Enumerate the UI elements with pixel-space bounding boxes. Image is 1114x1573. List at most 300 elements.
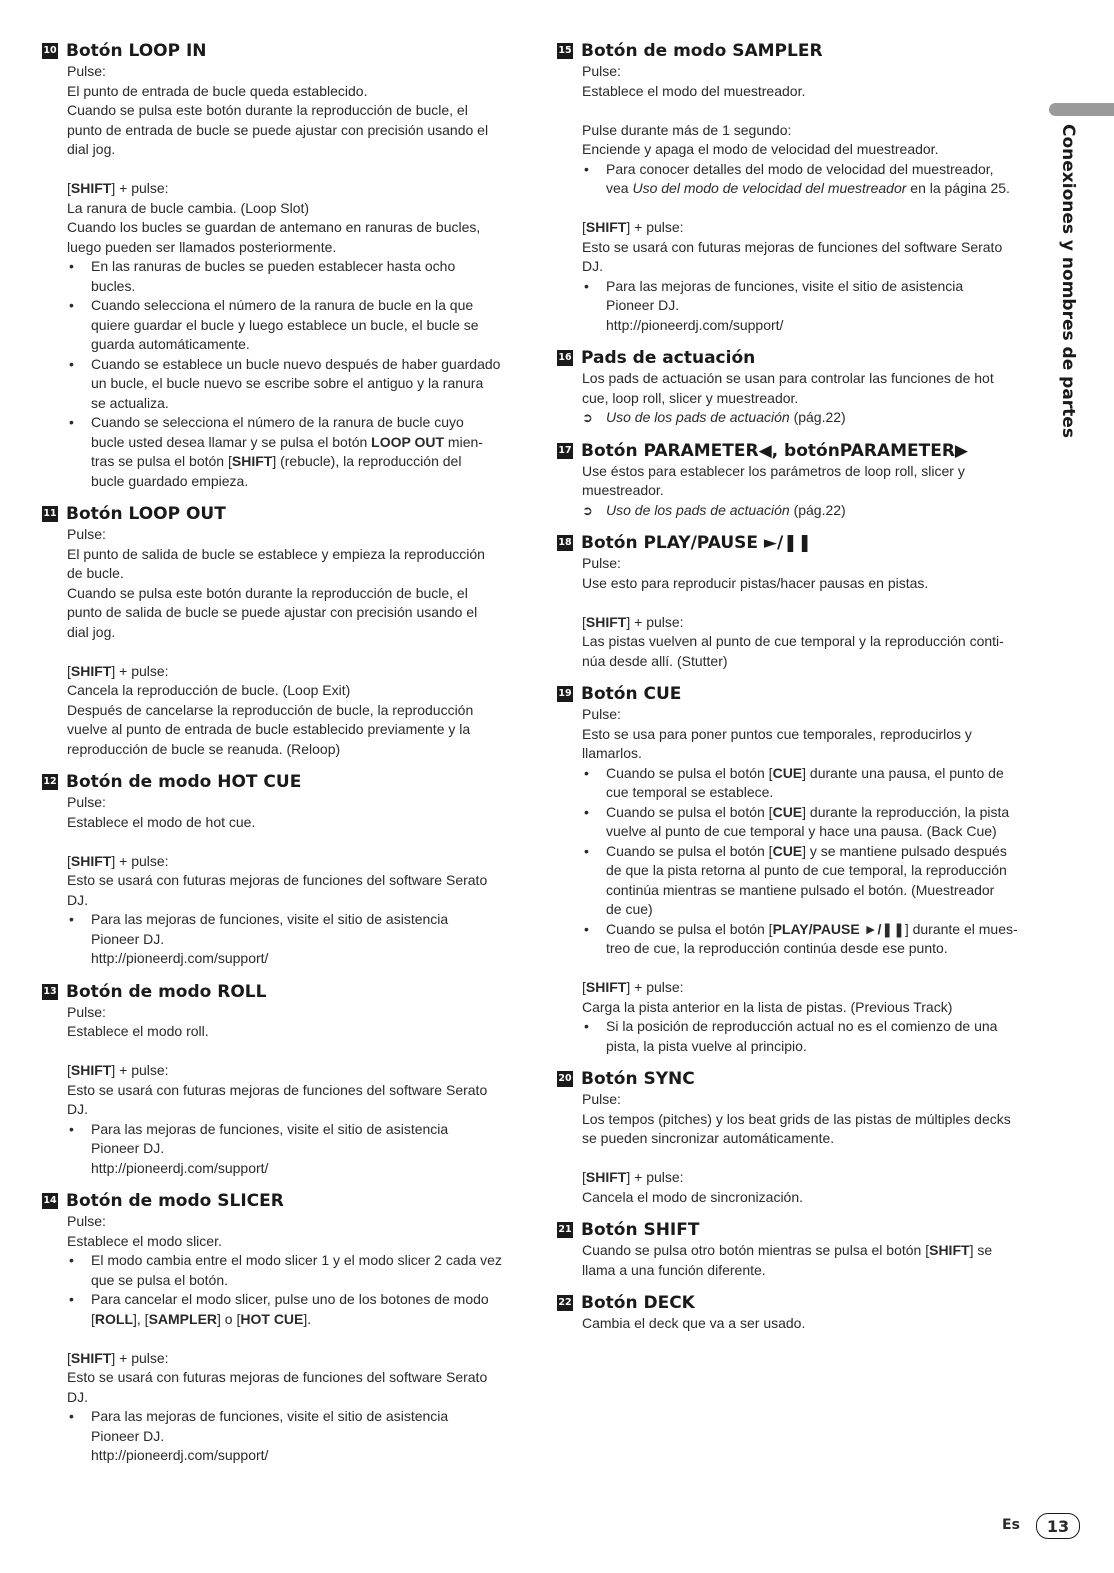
text-run: Cuando se pulsa el botón [ xyxy=(606,842,773,859)
text-run: Pulse: xyxy=(67,1213,106,1229)
text-run: Pulse: xyxy=(582,555,621,571)
text-run: Pulse: xyxy=(582,63,621,79)
text-line xyxy=(582,1129,1047,1149)
text-run: Cuando se pulsa el botón [ xyxy=(606,920,773,937)
text-line xyxy=(582,613,1047,633)
section-19 xyxy=(557,683,1047,1056)
section-18 xyxy=(557,532,1047,671)
section-title: Botón SYNC xyxy=(581,1069,695,1089)
section-heading xyxy=(557,440,1047,462)
text-run: DJ. xyxy=(67,1388,88,1405)
text-run: quiere guardar el bucle y luego establece un bucle, el bucle se xyxy=(91,316,479,333)
text-run: guarda automáticamente. xyxy=(91,336,250,352)
spacer xyxy=(67,832,528,852)
text-run: Pulse: xyxy=(582,706,621,722)
text-run: pista, la pista vuelve al principio. xyxy=(606,1037,807,1054)
text-line xyxy=(67,82,528,102)
text-line xyxy=(67,1100,528,1120)
text-line xyxy=(582,978,1047,998)
text-run: reproducción de bucle se reanuda. (Reloop) xyxy=(67,740,341,757)
text-run: [ xyxy=(67,852,71,869)
text-line xyxy=(67,1061,528,1081)
text-line xyxy=(67,720,528,740)
section-14 xyxy=(42,1190,528,1466)
section-heading xyxy=(557,40,1047,62)
section-body xyxy=(582,554,1047,671)
text-line xyxy=(582,744,1047,764)
section-body xyxy=(582,1241,1047,1280)
text-line xyxy=(582,82,1047,102)
text-run: [ xyxy=(582,979,586,995)
section-heading xyxy=(42,981,528,1003)
bold-text: SHIFT xyxy=(585,1169,627,1185)
text-run: Para las mejoras de funciones, visite el sitio de asistencia xyxy=(606,277,964,294)
text-run: Pulse durante más de 1 segundo: xyxy=(582,121,792,138)
section-heading xyxy=(42,503,528,525)
bullet-icon: • xyxy=(584,764,589,781)
bullet-continuation xyxy=(67,1310,528,1330)
text-run: ] + pulse: xyxy=(111,662,169,679)
bullet-continuation xyxy=(67,374,528,394)
bullet-icon: • xyxy=(584,842,589,859)
bullet-icon: • xyxy=(69,1291,74,1307)
text-run: ] (rebucle), la reproducción del xyxy=(272,453,462,469)
section-heading xyxy=(42,40,528,62)
cross-reference xyxy=(582,408,1047,428)
text-line xyxy=(67,793,528,813)
bullet-continuation xyxy=(582,179,1047,199)
bold-text: SHIFT xyxy=(929,1242,970,1258)
text-run: Establece el modo roll. xyxy=(67,1023,209,1039)
text-run: El punto de entrada de bucle queda establecido. xyxy=(67,82,368,99)
text-run: Use éstos para establecer los parámetros de loop roll, slicer y xyxy=(582,462,965,479)
section-title: Botón de modo SAMPLER xyxy=(581,41,823,61)
text-line xyxy=(582,632,1047,652)
text-line xyxy=(582,725,1047,745)
text-run: Cuando se pulsa el botón [ xyxy=(606,764,773,781)
text-line xyxy=(67,603,528,623)
section-title: Pads de actuación xyxy=(581,348,756,368)
text-run: DJ. xyxy=(582,258,603,274)
text-run: Pulse: xyxy=(67,63,106,79)
text-line xyxy=(67,179,528,199)
text-run: http://pioneerdj.com/support/ xyxy=(91,1447,269,1463)
cross-reference xyxy=(582,501,1047,521)
right-column xyxy=(557,40,1047,1346)
section-number-badge: 11 xyxy=(42,506,58,522)
text-line xyxy=(582,1168,1047,1188)
text-run: Esto se usará con futuras mejoras de funciones del software Serato xyxy=(582,238,1003,255)
bullet-item xyxy=(582,160,1047,180)
text-line xyxy=(67,101,528,121)
bold-text: CUE xyxy=(772,842,803,859)
bullet-item xyxy=(582,277,1047,297)
bullet-continuation xyxy=(582,296,1047,316)
spacer xyxy=(582,199,1047,219)
text-line xyxy=(67,813,528,833)
text-run: Cancela el modo de sincronización. xyxy=(582,1188,804,1205)
text-run: [ xyxy=(67,1062,71,1078)
bullet-icon: • xyxy=(69,1408,74,1424)
section-heading xyxy=(557,347,1047,369)
text-line xyxy=(67,545,528,565)
page-number: 13 xyxy=(1036,1513,1080,1539)
bold-text: CUE xyxy=(772,764,803,781)
text-run: Los tempos (pitches) y los beat grids de las pistas de múltiples decks xyxy=(582,1110,1011,1127)
text-line xyxy=(67,1003,528,1023)
section-body xyxy=(582,62,1047,335)
bold-text: SHIFT xyxy=(70,180,112,196)
bullet-item xyxy=(582,803,1047,823)
bold-text: LOOP OUT xyxy=(371,433,445,450)
bullet-icon: • xyxy=(69,414,74,430)
text-run: Establece el modo del muestreador. xyxy=(582,82,806,99)
text-run: Si la posición de reproducción actual no es el comienzo de una xyxy=(606,1018,998,1034)
text-run: continúa mientras se mantiene pulsado el botón. (Muestreador xyxy=(606,881,995,898)
bullet-continuation xyxy=(67,1139,528,1159)
text-run: ] + pulse: xyxy=(111,180,169,196)
text-line xyxy=(67,1022,528,1042)
section-heading xyxy=(42,771,528,793)
bullet-item xyxy=(582,920,1047,940)
text-run: Carga la pista anterior en la lista de pistas. (Previous Track) xyxy=(582,998,953,1015)
bullet-continuation xyxy=(582,783,1047,803)
text-line xyxy=(67,525,528,545)
text-line xyxy=(582,1261,1047,1281)
section-number-badge: 16 xyxy=(557,350,573,366)
section-body xyxy=(67,62,528,491)
text-run: Cambia el deck que va a ser usado. xyxy=(582,1315,806,1331)
text-line xyxy=(67,681,528,701)
text-line xyxy=(582,574,1047,594)
section-22 xyxy=(557,1292,1047,1334)
section-number-badge: 18 xyxy=(557,535,573,551)
text-run: ] se xyxy=(969,1242,993,1258)
text-line xyxy=(582,121,1047,141)
bullet-icon: • xyxy=(69,1252,74,1268)
section-number-badge: 19 xyxy=(557,686,573,702)
text-run: ] + pulse: xyxy=(626,1169,684,1185)
text-line xyxy=(67,584,528,604)
bold-text: SHIFT xyxy=(70,852,112,869)
text-run: Para las mejoras de funciones, visite el sitio de asistencia xyxy=(91,1408,449,1424)
section-11 xyxy=(42,503,528,759)
bullet-continuation xyxy=(67,277,528,297)
section-title: Botón LOOP IN xyxy=(66,41,207,61)
text-run: Pioneer DJ. xyxy=(91,1427,165,1444)
text-run: (pág.22) xyxy=(789,409,846,425)
text-run: Cuando se pulsa este botón durante la reproducción de bucle, el xyxy=(67,102,468,118)
text-run: Para las mejoras de funciones, visite el sitio de asistencia xyxy=(91,1120,449,1137)
section-body xyxy=(582,1314,1047,1334)
text-line xyxy=(67,852,528,872)
text-run: Pulse: xyxy=(582,1091,621,1107)
text-run: de que la pista retorna al punto de cue temporal, la reproducción xyxy=(606,862,1007,878)
bullet-continuation xyxy=(582,900,1047,920)
text-run: [ xyxy=(91,1310,95,1327)
bullet-continuation xyxy=(582,861,1047,881)
text-run: Esto se usará con futuras mejoras de funciones del software Serato xyxy=(67,1081,488,1098)
bullet-icon: • xyxy=(69,355,74,372)
section-title: Botón de modo SLICER xyxy=(66,1191,284,1211)
text-run: treo de cue, la reproducción continúa desde ese punto. xyxy=(606,940,948,956)
bullet-continuation xyxy=(67,930,528,950)
bullet-icon: • xyxy=(69,1120,74,1137)
text-run: ] + pulse: xyxy=(111,1062,169,1078)
text-run: Las pistas vuelven al punto de cue temporal y la reproducción conti- xyxy=(582,633,1004,649)
section-title: Botón de modo ROLL xyxy=(66,981,267,1002)
text-run: (pág.22) xyxy=(789,501,846,518)
section-title: Botón PLAY/PAUSE ►/❚❚ xyxy=(581,533,812,553)
text-run: http://pioneerdj.com/support/ xyxy=(91,950,269,966)
reference-arrow-icon: ➲ xyxy=(582,502,593,518)
bullet-continuation xyxy=(67,452,528,472)
section-16 xyxy=(557,347,1047,428)
text-run: ]. xyxy=(303,1310,312,1327)
text-line xyxy=(582,1314,1047,1334)
text-run: mien- xyxy=(444,433,483,450)
text-run: ] y se mantiene pulsado después xyxy=(802,842,1007,859)
text-line xyxy=(67,62,528,82)
text-run: Cuando se selecciona el número de la ranura de bucle cuyo xyxy=(91,414,464,430)
text-run: en la página 25. xyxy=(906,180,1010,196)
bullet-continuation xyxy=(582,1037,1047,1057)
text-run: Use esto para reproducir pistas/hacer pausas en pistas. xyxy=(582,574,929,591)
text-line xyxy=(67,871,528,891)
text-run: dial jog. xyxy=(67,141,116,157)
text-line xyxy=(67,740,528,760)
bullet-item xyxy=(67,1407,528,1427)
bullet-continuation xyxy=(67,949,528,969)
spacer xyxy=(582,101,1047,121)
text-line xyxy=(582,554,1047,574)
text-line xyxy=(67,238,528,258)
text-run: ] + pulse: xyxy=(111,852,169,869)
text-run: [ xyxy=(582,613,586,630)
bullet-icon: • xyxy=(584,1018,589,1034)
bullet-item xyxy=(582,764,1047,784)
section-13 xyxy=(42,981,528,1179)
section-number-badge: 13 xyxy=(42,984,58,1000)
section-body xyxy=(582,705,1047,1056)
spacer xyxy=(582,1149,1047,1169)
bullet-continuation xyxy=(67,1446,528,1466)
section-title: Botón LOOP OUT xyxy=(66,504,226,524)
text-run: núa desde allí. (Stutter) xyxy=(582,652,728,669)
bullet-item xyxy=(582,1017,1047,1037)
text-run: un bucle, el bucle nuevo se escribe sobre el antiguo y la ranura xyxy=(91,375,484,391)
text-run: Enciende y apaga el modo de velocidad del muestreador. xyxy=(582,141,939,157)
bullet-item xyxy=(582,842,1047,862)
section-21 xyxy=(557,1219,1047,1280)
text-run: Cuando se pulsa otro botón mientras se pulsa el botón [ xyxy=(582,1242,930,1258)
text-line xyxy=(67,1232,528,1252)
text-line xyxy=(67,218,528,238)
text-run: Pulse: xyxy=(67,1003,106,1020)
bullet-continuation xyxy=(67,433,528,453)
text-line xyxy=(582,1110,1047,1130)
section-title: Botón PARAMETER◀, botónPARAMETER▶ xyxy=(581,440,969,461)
section-body xyxy=(582,369,1047,428)
text-run: Pioneer DJ. xyxy=(91,1140,165,1156)
section-number-badge: 12 xyxy=(42,774,58,790)
bullet-item xyxy=(67,910,528,930)
text-run: Cuando se pulsa el botón [ xyxy=(606,803,773,820)
section-body xyxy=(67,1212,528,1466)
text-run: ] durante el mues- xyxy=(904,920,1018,937)
bullet-continuation xyxy=(582,822,1047,842)
text-run: punto de entrada de bucle se puede ajustar con precisión usando el xyxy=(67,121,489,138)
left-column xyxy=(42,40,528,1478)
text-run: Esto se usará con futuras mejoras de funciones del software Serato xyxy=(67,872,488,888)
text-run: bucle usted desea llamar y se pulsa el botón xyxy=(91,433,372,450)
text-line xyxy=(67,199,528,219)
text-run: Pioneer DJ. xyxy=(91,930,165,947)
text-line xyxy=(67,891,528,911)
bold-text: ROLL xyxy=(94,1310,133,1327)
text-run: cue temporal se establece. xyxy=(606,784,774,800)
text-run: El modo cambia entre el modo slicer 1 y el modo slicer 2 cada vez xyxy=(91,1252,502,1268)
spacer xyxy=(67,1042,528,1062)
section-heading xyxy=(557,1219,1047,1241)
text-run: vea xyxy=(606,180,633,196)
text-run: vuelve al punto de entrada de bucle establecido previamente y la xyxy=(67,721,471,737)
text-run: ], [ xyxy=(133,1310,149,1327)
text-run: DJ. xyxy=(67,1101,88,1117)
text-run: ] durante una pausa, el punto de xyxy=(802,764,1004,781)
text-line xyxy=(67,701,528,721)
bold-text: PLAY/PAUSE ►/❚❚ xyxy=(772,920,905,937)
section-heading xyxy=(557,1068,1047,1090)
text-run: de cue) xyxy=(606,901,653,917)
text-run: Después de cancelarse la reproducción de bucle, la reproducción xyxy=(67,701,474,718)
text-run: [ xyxy=(67,180,71,196)
text-line xyxy=(582,369,1047,389)
text-run: ] durante la reproducción, la pista xyxy=(802,803,1010,820)
bullet-continuation xyxy=(67,394,528,414)
text-line xyxy=(582,481,1047,501)
section-body xyxy=(582,462,1047,521)
text-run: [ xyxy=(67,1349,71,1366)
bold-text: SHIFT xyxy=(231,453,273,469)
text-run: se actualiza. xyxy=(91,394,169,411)
section-body xyxy=(582,1090,1047,1207)
bullet-icon: • xyxy=(69,911,74,927)
section-number-badge: 14 xyxy=(42,1193,58,1209)
bullet-continuation xyxy=(67,1427,528,1447)
bold-text: SHIFT xyxy=(585,979,627,995)
bullet-item xyxy=(67,296,528,316)
text-run: Para cancelar el modo slicer, pulse uno de los botones de modo xyxy=(91,1291,489,1307)
spacer xyxy=(582,593,1047,613)
text-run: llamarlos. xyxy=(582,745,642,761)
bold-text: SHIFT xyxy=(70,1062,112,1078)
section-10 xyxy=(42,40,528,491)
text-run: Pulse: xyxy=(67,526,106,542)
text-run: http://pioneerdj.com/support/ xyxy=(91,1159,269,1176)
text-run: Cuando se establece un bucle nuevo después de haber guardado xyxy=(91,355,501,372)
text-run: Cuando selecciona el número de la ranura de bucle en la que xyxy=(91,297,474,313)
italic-text: Uso del modo de velocidad del muestreador xyxy=(632,180,907,196)
bullet-item xyxy=(67,413,528,433)
text-line xyxy=(67,564,528,584)
bullet-continuation xyxy=(67,1159,528,1179)
text-line xyxy=(582,462,1047,482)
bold-text: HOT CUE xyxy=(240,1310,304,1327)
text-run: bucle guardado empieza. xyxy=(91,472,249,489)
text-run: ] + pulse: xyxy=(626,979,684,995)
bullet-icon: • xyxy=(584,277,589,294)
section-heading xyxy=(42,1190,528,1212)
text-line xyxy=(582,389,1047,409)
text-run: Pulse: xyxy=(67,794,106,810)
text-run: Cancela la reproducción de bucle. (Loop Exit) xyxy=(67,682,351,698)
text-line xyxy=(67,1081,528,1101)
section-title: Botón SHIFT xyxy=(581,1220,700,1240)
section-tab-marker xyxy=(1049,103,1114,116)
text-run: http://pioneerdj.com/support/ xyxy=(606,316,784,333)
bold-text: SHIFT xyxy=(70,662,112,679)
text-run: bucles. xyxy=(91,277,136,294)
bold-text: SHIFT xyxy=(70,1349,112,1366)
section-number-badge: 21 xyxy=(557,1222,573,1238)
bullet-icon: • xyxy=(584,160,589,177)
bold-text: CUE xyxy=(772,803,803,820)
bullet-item xyxy=(67,1251,528,1271)
bullet-continuation xyxy=(582,881,1047,901)
text-run: Esto se usa para poner puntos cue temporales, reproducirlos y xyxy=(582,725,972,742)
text-line xyxy=(582,652,1047,672)
italic-text: Uso de los pads de actuación xyxy=(606,409,790,425)
text-line xyxy=(582,238,1047,258)
text-line xyxy=(582,1090,1047,1110)
section-side-label: Conexiones y nombres de partes xyxy=(1058,124,1078,438)
text-line xyxy=(67,1349,528,1369)
text-run: Establece el modo de hot cue. xyxy=(67,813,256,830)
bullet-item xyxy=(67,355,528,375)
spacer xyxy=(67,642,528,662)
bullet-icon: • xyxy=(584,920,589,937)
section-number-badge: 15 xyxy=(557,43,573,59)
bullet-continuation xyxy=(67,335,528,355)
text-line xyxy=(67,140,528,160)
section-heading xyxy=(557,532,1047,554)
text-run: Para conocer detalles del modo de velocidad del muestreador, xyxy=(606,160,994,177)
section-number-badge: 20 xyxy=(557,1071,573,1087)
section-title: Botón de modo HOT CUE xyxy=(66,772,302,792)
text-run: vuelve al punto de cue temporal y hace una pausa. (Back Cue) xyxy=(606,823,997,839)
section-12 xyxy=(42,771,528,969)
bullet-continuation xyxy=(67,316,528,336)
text-line xyxy=(67,1212,528,1232)
section-number-badge: 17 xyxy=(557,443,573,459)
section-title: Botón CUE xyxy=(581,684,682,704)
text-line xyxy=(582,1241,1047,1261)
text-run: de bucle. xyxy=(67,565,124,581)
spacer xyxy=(582,959,1047,979)
text-line xyxy=(67,662,528,682)
bold-text: SAMPLER xyxy=(148,1310,218,1327)
text-run: ] + pulse: xyxy=(111,1349,169,1366)
bullet-continuation xyxy=(582,939,1047,959)
text-line xyxy=(67,121,528,141)
bullet-item xyxy=(67,1290,528,1310)
text-run: llama a una función diferente. xyxy=(582,1261,766,1278)
text-run: El punto de salida de bucle se establece y empieza la reproducción xyxy=(67,545,485,562)
section-20 xyxy=(557,1068,1047,1207)
text-line xyxy=(67,623,528,643)
text-run: [ xyxy=(582,219,586,235)
